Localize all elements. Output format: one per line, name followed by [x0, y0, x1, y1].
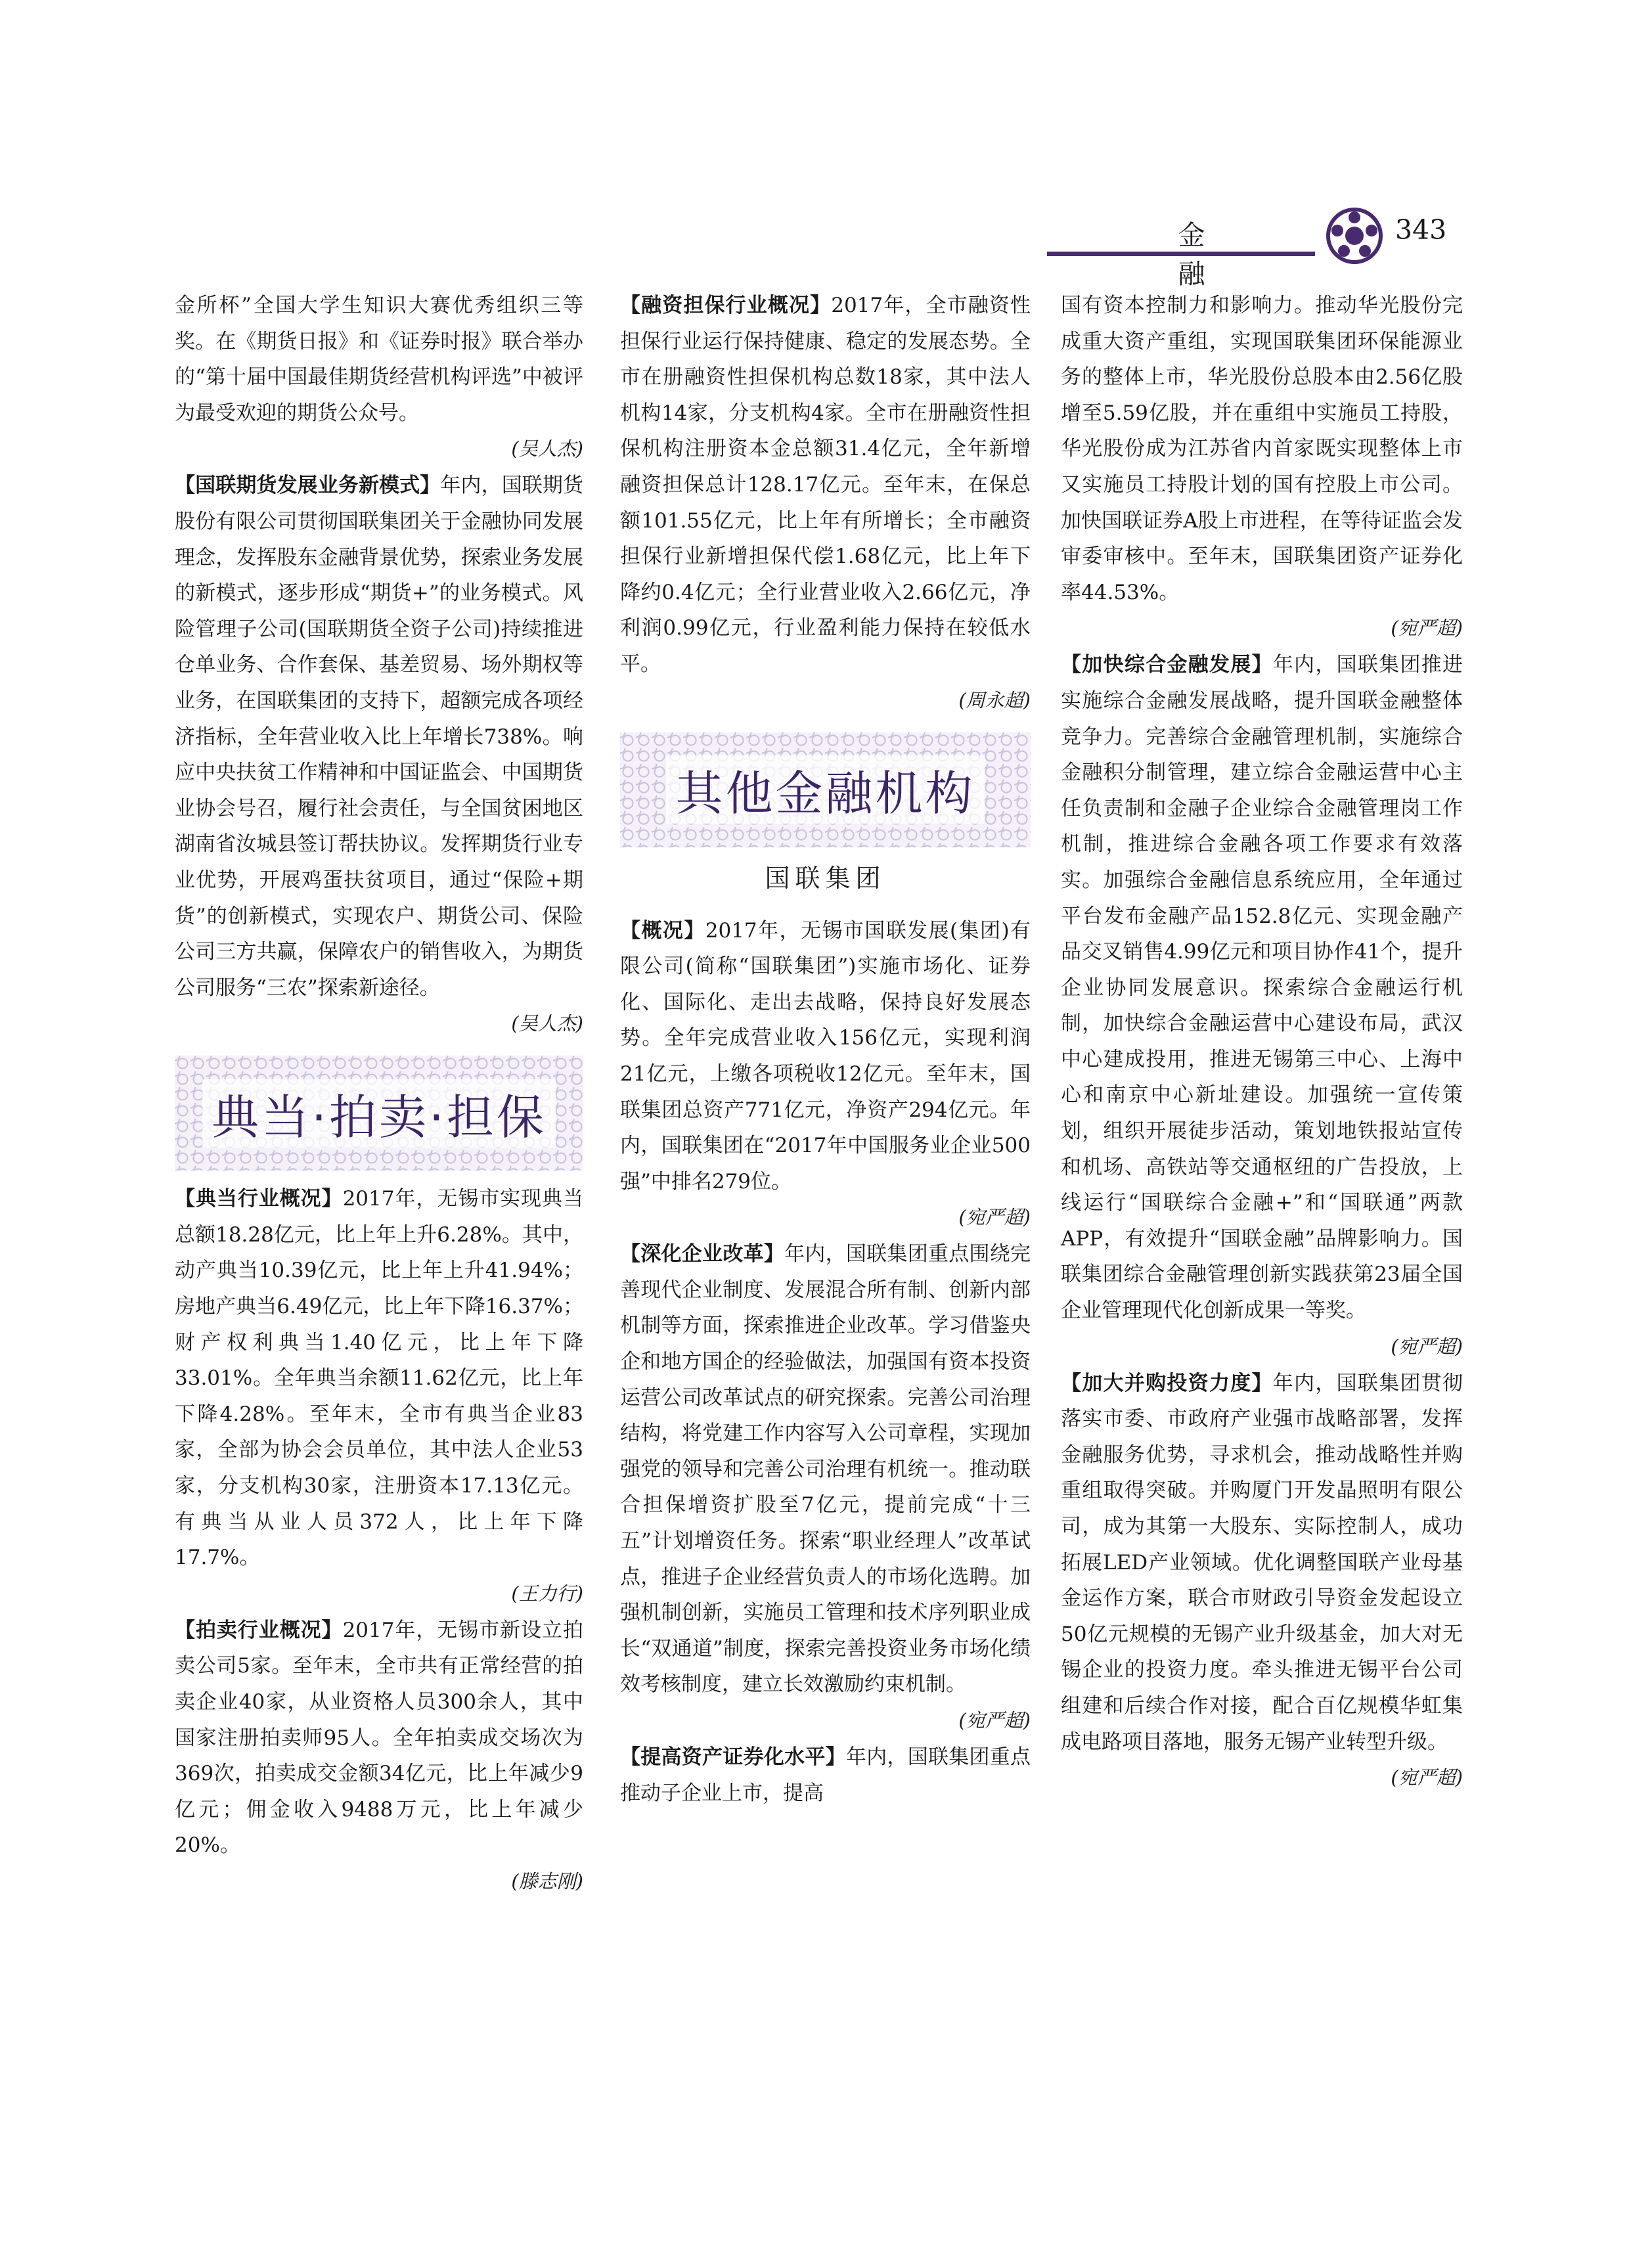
article-auction-overview [175, 1613, 583, 1864]
author-credit: (宛严超) [1391, 1766, 1463, 1789]
author-credit: (吴人杰) [511, 1012, 583, 1035]
entity-subheading: 国联集团 [765, 863, 886, 893]
article-body: 年内，国联集团贯彻落实市委、市政府产业强市战略部署，发挥金融服务优势，寻求机会，推动战略性并购重组取得突破。并购厦门开发晶照明有限公司，成为其第一大股东、实际控制人，成功拓展LED产业领域。优化调整国联产业母基金运作方案，联合市财政引导资金发起设立50亿元规模的无锡产业升级基金，加大对无锡企业的投资力度。牵头推进无锡平台公司组建和后续合作对接，配合百亿规模华虹集成电路项目落地，服务无锡产业转型升级。 [1061, 1371, 1463, 1754]
article-body: 年内，国联集团推进实施综合金融发展战略，提升国联金融整体竞争力。完善综合金融管理机制，实施综合金融积分制管理，建立综合金融运营中心主任负责制和金融子企业综合金融管理岗工作机制，推进综合金融各项工作要求有效落实。加强综合金融信息系统应用，全年通过平台发布金融产品152.8亿元、实现金融产品交叉销售4.99亿元和项目协作41个，提升企业协同发展意识。探索综合金融运行机制，加快综合金融运营中心建设布局，武汉中心建成投用，推进无锡第三中心、上海中心和南京中心新址建设。加强统一宣传策划，组织开展徒步活动，策划地铁报站宣传和机场、高铁站等交通枢纽的广告投放，上线运行“国联综合金融+”和“国联通”两款APP，有效提升“国联金融”品牌影响力。国联集团综合金融管理创新实践获第23届全国企业管理现代化创新成果一等奖。 [1061, 653, 1463, 1323]
section-banner-pawn-auction-guarantee [175, 1056, 583, 1171]
author-credit: (吴人杰) [511, 437, 583, 460]
article-pawn-overview [175, 1181, 583, 1576]
article-continuation: 金所杯”全国大学生知识大赛优秀组织三等奖。在《期货日报》和《证券时报》联合举办的“第十届中国最佳期货经营机构评选”中被评为最受欢迎的期货公众号。 [175, 294, 583, 425]
yearbook-logo-icon [1326, 207, 1383, 265]
article-securitization [620, 1739, 1031, 1811]
article-body: 2017年，无锡市实现典当总额18.28亿元，比上年上升6.28%。其中，动产典当10.39亿元，比上年上升41.94%；房地产典当6.49亿元，比上年下降16.37%；财产权利典当1.40亿元，比上年下降33.01%。全年典当余额11.62亿元，比上年下降4.28%。至年末，全市有典当企业83家，全部为协会会员单位，其中法人企业53家，分支机构30家，注册资本17.13亿元。有典当从业人员372人，比上年下降17.7%。 [175, 1187, 583, 1570]
article-heading: 【融资担保行业概况】 [620, 294, 832, 317]
author-credit: (宛严超) [958, 1206, 1031, 1229]
article-heading: 【加快综合金融发展】 [1061, 653, 1273, 677]
article-heading: 【深化企业改革】 [620, 1242, 785, 1266]
article-body: 年内，国联期货股份有限公司贯彻国联集团关于金融协同发展理念，发挥股东金融背景优势，探索业务发展的新模式，逐步形成“期货+”的业务模式。风险管理子公司(国联期货全资子公司)持续推进仓单业务、合作套保、基差贸易、场外期权等业务，在国联集团的支持下，超额完成各项经济指标，全年营业收入比上年增长738%。响应中央扶贫工作精神和中国证监会、中国期货业协会号召，履行社会责任，与全国贫困地区湖南省汝城县签订帮扶协议。发挥期货行业专业优势，开展鸡蛋扶贫项目，通过“保险+期货”的创新模式，实现农户、期货公司、保险公司三方共赢，保障农户的销售收入，为期货公司服务“三农”探索新途径。 [175, 474, 584, 1000]
author-credit: (宛严超) [958, 1709, 1031, 1732]
article-body: 年内，国联集团重点围绕完善现代企业制度、发展混合所有制、创新内部机制等方面，探索推进企业改革。学习借鉴央企和地方国企的经验做法，加强国有资本投资运营公司改革试点的研究探索。完善公司治理结构，将党建工作内容写入公司章程，实现加强党的领导和完善公司治理有机统一。推动联合担保增资扩股至7亿元，提前完成“十三五”计划增资任务。探索“职业经理人”改革试点，推进子企业经营负责人的市场化选聘。加强机制创新，实施员工管理和技术序列职业成长“双通道”制度，探索完善投资业务市场化绩效考核制度，建立长效激励约束机制。 [620, 1242, 1031, 1697]
article-body: 2017年，全市融资性担保行业运行保持健康、稳定的发展态势。全市在册融资性担保机构总数18家，其中法人机构14家，分支机构4家。全市在册融资性担保机构注册资本金总额31.4亿元，全年新增融资担保总计128.17亿元。至年末，在保总额101.55亿元，比上年有所增长；全市融资担保行业新增担保代偿1.68亿元，比上年下降约0.4亿元；全行业营业收入2.66亿元，净利润0.99亿元，行业盈利能力保持在较低水平。 [620, 294, 1031, 676]
article-futures-new-model [175, 468, 583, 1006]
article-guolian-overview [620, 913, 1031, 1200]
article-heading: 【典当行业概况】 [175, 1187, 343, 1211]
article-financing-guarantee [620, 288, 1031, 682]
column-middle [620, 288, 1031, 1811]
article-integrated-finance [1061, 647, 1463, 1328]
article-mergers-investment [1061, 1366, 1463, 1760]
article-heading: 【提高资产证券化水平】 [620, 1745, 846, 1769]
article-enterprise-reform [620, 1236, 1031, 1703]
section-banner-title: 其他金融机构 [666, 755, 984, 824]
article-body: 年内，国联集团重点推动子企业上市，提高 [620, 1745, 1031, 1805]
author-credit: (滕志刚) [511, 1869, 583, 1892]
article-heading: 【加大并购投资力度】 [1061, 1371, 1273, 1395]
author-credit: (宛严超) [1391, 1335, 1463, 1358]
header-rule [1047, 252, 1315, 256]
section-banner-title: 典当·拍卖·担保 [202, 1079, 556, 1148]
running-header-title: 金 融 [1178, 219, 1251, 290]
author-credit: (宛严超) [1391, 617, 1463, 640]
column-left [175, 288, 583, 1900]
article-body: 2017年，无锡市国联发展(集团)有限公司(简称“国联集团”)实施市场化、证券化、国际化、走出去战略，保持良好发展态势。全年完成营业收入156亿元，实现利润21亿元，上缴各项税收12亿元。至年末，国联集团总资产771亿元，净资产294亿元。年内，国联集团在“2017年中国服务业企业500强”中排名279位。 [620, 918, 1031, 1194]
article-heading: 【拍卖行业概况】 [175, 1618, 343, 1642]
author-credit: (王力行) [511, 1582, 583, 1605]
section-banner-other-financial [620, 732, 1031, 847]
article-body: 2017年，无锡市新设立拍卖公司5家。至年末，全市共有正常经营的拍卖企业40家，从业资格人员300余人，其中国家注册拍卖师95人。全年拍卖成交场次为369次，拍卖成交金额34亿元，比上年减少9亿元；佣金收入9488万元，比上年减少20%。 [175, 1618, 583, 1858]
article-continuation: 国有资本控制力和影响力。推动华光股份完成重大资产重组，实现国联集团环保能源业务的整体上市，华光股份总股本由2.56亿股增至5.59亿股，并在重组中实施员工持股，华光股份成为江苏省内首家既实现整体上市又实施员工持股计划的国有控股上市公司。加快国联证券A股上市进程，在等待证监会发审委审核中。至年末，国联集团资产证券化率44.53%。 [1061, 294, 1463, 604]
article-heading: 【概况】 [620, 918, 705, 943]
page-number: 343 [1395, 214, 1447, 246]
article-heading: 【国联期货发展业务新模式】 [175, 474, 441, 498]
column-right [1061, 288, 1463, 1797]
author-credit: (周永超) [958, 688, 1031, 711]
